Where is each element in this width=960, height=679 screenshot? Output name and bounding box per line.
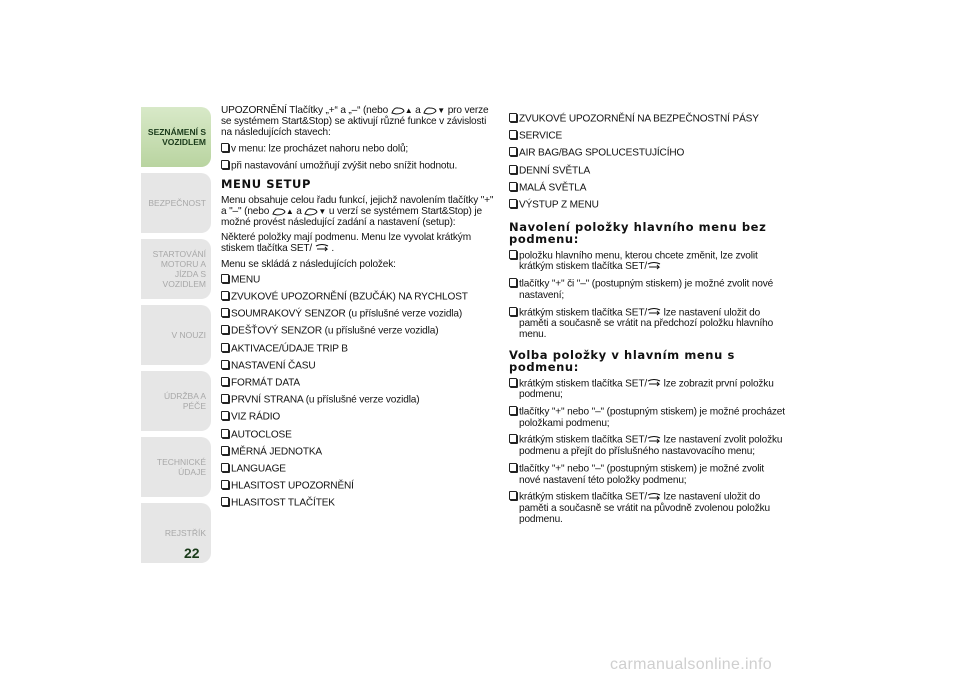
list-item: AIR BAG/BAG SPOLUCESTUJÍCÍHO [509, 147, 785, 159]
page-number: 22 [184, 545, 200, 561]
start-stop-icon [391, 106, 405, 115]
list-item: LANGUAGE [221, 463, 497, 475]
menu-items-list-continued [509, 113, 785, 211]
bullet-box-icon [509, 307, 517, 316]
heading-with-submenu: Volba položky v hlavním menu s podmenu: [509, 347, 735, 374]
step-item: krátkým stiskem tlačítka SET/ lze nastavení uložit do paměti a současně se vrátit na předchozí položku hlavního menu. [509, 307, 785, 341]
step-item: tlačítky "+" nebo "–" (postupným stiskem) je možné zvolit nové nastavení této položky podmenu; [509, 463, 785, 486]
step-item: krátkým stiskem tlačítka SET/ lze nastavení uložit do paměti a současně se vrátit na původně zvolenou položku podmenu. [509, 491, 785, 525]
bullet-box-icon [221, 325, 229, 334]
set-enter-icon [315, 244, 329, 253]
start-stop-icon [423, 106, 437, 115]
tab-startovani[interactable]: STARTOVÁNÍ MOTORU A JÍZDA S VOZIDLEM [141, 239, 211, 299]
tab-technicke-udaje[interactable]: TECHNICKÉ ÚDAJE [141, 437, 211, 497]
list-item: SERVICE [509, 130, 785, 142]
bullet-box-icon [221, 160, 229, 169]
step-item: tlačítky "+" nebo "–" (postupným stiskem) je možné procházet položkami podmenu; [509, 406, 785, 429]
list-item: SOUMRAKOVÝ SENZOR (u příslušné verze vozidla) [221, 308, 497, 320]
bullet-box-icon [509, 165, 517, 174]
bullet-box-icon [221, 446, 229, 455]
bullet-box-icon [221, 480, 229, 489]
bullet-box-icon [221, 463, 229, 472]
bullet-box-icon [221, 343, 229, 352]
bullet-box-icon [509, 378, 517, 387]
tab-rejstrik[interactable]: REJSTŘÍK [141, 503, 211, 563]
intro-paragraph: UPOZORNĚNÍ Tlačítky „+“ a „–“ (nebo ▲ a ▼ pro verze se systémem Start&Stop) se aktivují různé funkce v závislosti na následujících stavech: [221, 105, 489, 139]
bullet-box-icon [509, 130, 517, 139]
bullet-box-icon [221, 143, 229, 152]
heading-no-submenu: Navolení položky hlavního menu bez podmenu: [509, 219, 767, 246]
list-item: AUTOCLOSE [221, 429, 497, 441]
arrow-down-icon: ▼ [437, 106, 446, 115]
menu-setup-heading: MENU SETUP [221, 176, 312, 191]
list-item: HLASITOST TLAČÍTEK [221, 497, 497, 509]
list-item: FORMÁT DATA [221, 377, 497, 389]
set-enter-icon [647, 379, 661, 388]
no-submenu-steps [509, 250, 785, 341]
with-submenu-steps [509, 378, 785, 526]
tab-bezpecnost[interactable]: BEZPEČNOST [141, 173, 211, 233]
list-item: ZVUKOVÉ UPOZORNĚNÍ (BZUČÁK) NA RYCHLOST [221, 291, 497, 303]
set-enter-icon [647, 262, 661, 271]
set-enter-icon [647, 436, 661, 445]
list-intro: Menu se skládá z následujících položek: [221, 258, 396, 270]
list-item: v menu: lze procházet nahoru nebo dolů; [221, 143, 497, 155]
bullet-box-icon [509, 406, 517, 415]
arrow-up-icon: ▲ [285, 206, 294, 216]
step-item: krátkým stiskem tlačítka SET/ lze zobrazit první položku podmenu; [509, 378, 785, 401]
list-item: při nastavování umožňují zvýšit nebo snížit hodnotu. [221, 160, 497, 172]
watermark: carmanualsonline.info [610, 656, 772, 673]
bullet-box-icon [221, 411, 229, 420]
list-item: AKTIVACE/ÚDAJE TRIP B [221, 343, 497, 355]
list-item: VIZ RÁDIO [221, 411, 497, 423]
step-item: krátkým stiskem tlačítka SET/ lze nastavení zvolit položku podmenu a přejít do příslušného nastavovacího menu; [509, 434, 785, 457]
bullet-box-icon [221, 308, 229, 317]
bullet-box-icon [221, 377, 229, 386]
list-item: NASTAVENÍ ČASU [221, 360, 497, 372]
bullet-box-icon [509, 434, 517, 443]
start-stop-icon [272, 207, 286, 216]
set-enter-icon [647, 493, 661, 502]
tab-seznameni-s-vozidlem[interactable]: SEZNÁMENÍ S VOZIDLEM [141, 107, 211, 167]
list-item: PRVNÍ STRANA (u příslušné verze vozidla) [221, 394, 497, 406]
bullet-box-icon [509, 463, 517, 472]
bullet-box-icon [509, 250, 517, 259]
list-item: MĚRNÁ JEDNOTKA [221, 446, 497, 458]
tab-v-nouzi[interactable]: V NOUZI [141, 305, 211, 365]
bullet-box-icon [509, 491, 517, 500]
menu-items-list [221, 274, 497, 509]
bullet-box-icon [509, 113, 517, 122]
bullet-box-icon [221, 360, 229, 369]
start-stop-icon [304, 207, 318, 216]
list-item: DENNÍ SVĚTLA [509, 165, 785, 177]
list-item: ZVUKOVÉ UPOZORNĚNÍ NA BEZPEČNOSTNÍ PÁSY [509, 113, 785, 125]
tab-udrzba-a-pece[interactable]: ÚDRŽBA A PÉČE [141, 371, 211, 431]
right-column [509, 113, 785, 531]
submenu-note: Některé položky mají podmenu. Menu lze vyvolat krátkým stiskem tlačítka SET/ . [221, 232, 471, 255]
list-item: MENU [221, 274, 497, 286]
bullet-box-icon [509, 182, 517, 191]
list-item: HLASITOST UPOZORNĚNÍ [221, 480, 497, 492]
step-item: položku hlavního menu, kterou chcete změnit, lze zvolit krátkým stiskem tlačítka SET/ [509, 250, 785, 273]
bullet-box-icon [221, 497, 229, 506]
bullet-box-icon [509, 147, 517, 156]
menu-description: Menu obsahuje celou řadu funkcí, jejichž navolením tlačítky "+" a "–" (nebo ▲ a ▼ u verzí se systémem Start&Stop) je možné provést následující zadání a nastavení (setup): [221, 194, 494, 228]
step-item: tlačítky "+" či "–" (postupným stiskem) je možné zvolit nové nastavení; [509, 278, 785, 301]
chapter-sidebar [141, 107, 211, 569]
bullet-box-icon [221, 394, 229, 403]
arrow-up-icon: ▲ [404, 106, 413, 115]
list-item: DEŠŤOVÝ SENZOR (u příslušné verze vozidla) [221, 325, 497, 337]
bullet-box-icon [221, 429, 229, 438]
bullet-box-icon [221, 274, 229, 283]
left-column [221, 105, 497, 515]
list-item: MALÁ SVĚTLA [509, 182, 785, 194]
bullet-box-icon [509, 199, 517, 208]
bullet-box-icon [509, 278, 517, 287]
arrow-down-icon: ▼ [318, 206, 327, 216]
set-enter-icon [647, 308, 661, 317]
list-item: VÝSTUP Z MENU [509, 199, 785, 211]
bullet-box-icon [221, 291, 229, 300]
